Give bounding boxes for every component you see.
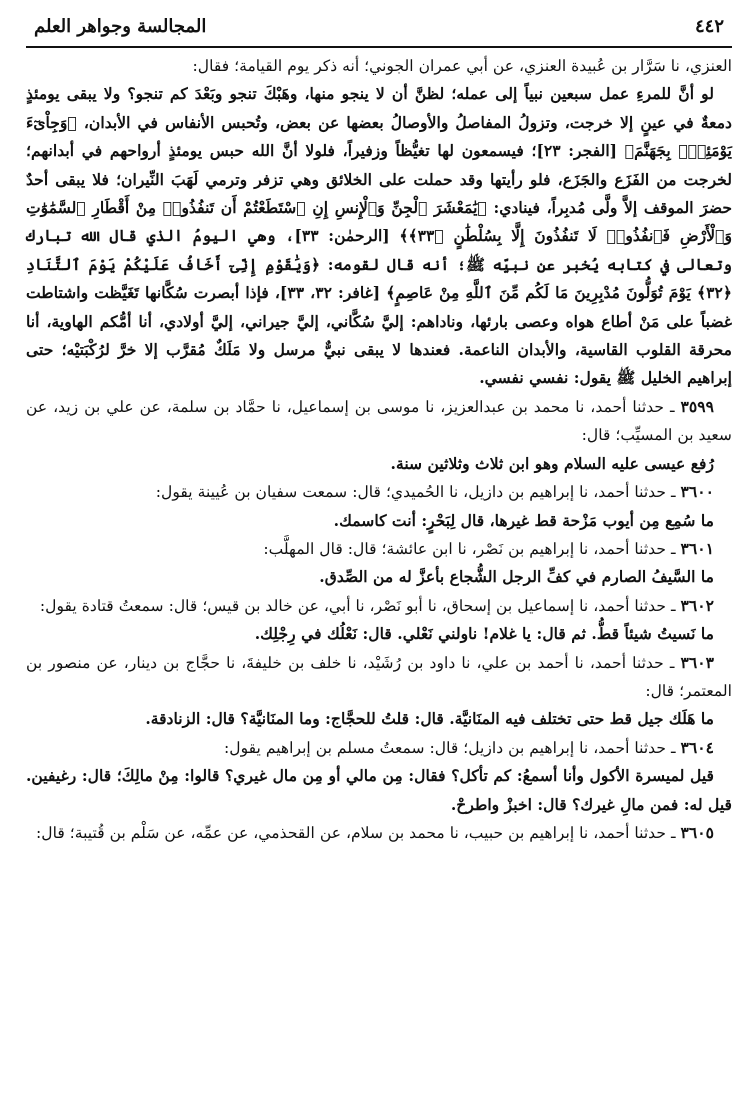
hadith-number: ٣٦٠١ xyxy=(680,538,714,558)
paragraph: رُفع عيسى عليه السلام وهو ابن ثلاث وثلاثين سنة. xyxy=(390,453,714,473)
paragraph: لو أنَّ للمرءِ عمل سبعين نبياً إلى عمله؛ لظنَّ أن لا ينجو منها، وهَبْكَ تنجو وبَعْدَ كم تنجو؟ ولا يبقى يومئذٍ دمعةٌ في عينٍ إلا خرجت، وتزولُ المفاصلُ والأوصالُ بعضها عن بعض، وتُحبس الأنفاس في الأبدان، ﴿وَجِاْىٓءَ يَوْمَئِذٍۭ بِجَهَنَّمَ﴾ [الفجر: ٢٣]؛ فيسمعون لها تغيُّظاً وزفيراً، فلولا أنَّ الله حبس يومئذٍ أرواحهم في أبدانهم؛ لخرجت من الفَزَع والجَزَع، فلو رأيتها وقد حملت على الخلائق وهي تزفر وترمي لَهَبَ النِّيران؛ فلا يبقى أحدٌ حضرَ الموقف إلاَّ ولَّى مُدبِراً، فينادي: ﴿يَٰمَعْشَرَ ٱلْجِنِّ وَٱلْإِنسِ إِنِ ٱسْتَطَعْتُمْ أَن تَنفُذُوا۟ مِنْ أَقْطَارِ ٱلسَّمَٰوَٰتِ وَٱلْأَرْضِ فَٱنفُذُوا۟ لَا تَنفُذُونَ إِلَّا بِسُلْطَٰنٍ ﴿٣٣﴾﴾ [الرحمٰن: ٣٣]، وهي اليومُ الذي قال الله تبارك وتعالى في كتابه يُخبر عن نبيِّه ﷺ؛ أنه قال لقومه: ﴿وَيَٰقَوْمِ إِنِّىٓ أَخَافُ عَلَيْكُمْ يَوْمَ ٱلتَّنَادِ ﴿٣٢﴾ يَوْمَ تُوَلُّونَ مُدْبِرِينَ مَا لَكُم مِّنَ ٱللَّهِ مِنْ عَاصِمٍ﴾ [غافر: ٣٢، ٣٣]، فإذا أبصرت سُكَّانها تَغَيَّظت واشتاطت غضباً على مَنْ أطاع هواه وعصى بارئها، وناداهم: إليَّ سُكَّاني، إليَّ جيراني، إليَّ أولادي، أنا أمُّكم الهاوية، أنا محرقة القلوب القاسية، والأبدان الناعمة. فعندها لا يبقى نبيٌّ مرسل ولا مَلَكٌ مُقرَّب إلا خرَّ لرُكْبَتيْه؛ حتى إبراهيم الخليل ﷺ يقول: نفسي نفسي. xyxy=(26,84,732,388)
chain-text: ـ حدثنا أحمد، نا إبراهيم بن دازيل، نا الحُميدي؛ قال: سمعت سفيان بن عُيينة يقول: xyxy=(155,483,681,502)
chain-text: ـ حدثنا أحمد، نا إبراهيم بن نَصْر، نا ابن عائشة؛ قال: قال المهلَّب: xyxy=(263,539,681,558)
paragraph: ما سُمِع مِن أيوب مَزْحة قط غيرها، قال لِبَحْرٍ: أنت كاسمك. xyxy=(333,510,714,530)
paragraph: العنزي، نا سَرَّار بن عُبيدة العنزي، عن أبي عمران الجوني؛ أنه ذكر يوم القيامة؛ فقال: xyxy=(192,57,732,75)
chain-text: ـ حدثنا أحمد، نا أحمد بن علي، نا داود بن رُشَيْد، نا خلف بن خليفةَ، نا حجَّاج بن دينار، عن منصور بن المعتمر؛ قال: xyxy=(26,653,732,700)
book-page xyxy=(26,14,732,1100)
hadith-chain xyxy=(26,478,732,506)
hadith-chain xyxy=(26,592,732,620)
hadith-number: ٣٦٠٢ xyxy=(680,595,714,615)
hadith-number: ٣٦٠٠ xyxy=(680,482,714,502)
hadith-chain xyxy=(26,649,732,706)
paragraph: ما السَّيفُ الصارم في كفِّ الرجل الشُّجاع بأعزَّ له من الصِّدق. xyxy=(319,567,714,587)
hadith-number: ٣٦٠٥ xyxy=(680,822,714,842)
hadith-chain xyxy=(26,819,732,847)
chain-text: ـ حدثنا أحمد، نا إسماعيل بن إسحاق، نا أبو نَصْر، نا أبي، عن خالد بن قيس؛ قال: سمعتُ قتادة يقول: xyxy=(39,596,681,615)
chain-text: ـ حدثنا أحمد، نا إبراهيم بن دازيل؛ قال: سمعتُ مسلم بن إبراهيم يقول: xyxy=(224,738,681,757)
hadith-number: ٣٥٩٩ xyxy=(680,396,714,416)
paragraph: ما نَسيتُ شيئاً قطُّ. ثم قال: يا غلام! ناولني نَعْلي. قال: نَعْلُك في رِجْلِك. xyxy=(254,624,714,644)
header-rule xyxy=(26,46,732,48)
paragraph: ما هَلَك جيل قط حتى تختلف فيه المنَانيَّة. قال: قلتُ للحجَّاج: وما المنَانيَّة؟ قال: الزنادقة. xyxy=(145,709,714,729)
page-header xyxy=(26,14,732,46)
page-body xyxy=(26,52,732,847)
chain-text: ـ حدثنا أحمد، نا محمد بن عبدالعزيز، نا موسى بن إسماعيل، نا حمَّاد بن سلمة، عن علي بن زيد، عن سعيد بن المسيِّب؛ قال: xyxy=(26,397,732,445)
hadith-chain xyxy=(26,734,732,762)
hadith-number: ٣٦٠٤ xyxy=(680,737,714,757)
page-number: ٤٤٢ xyxy=(694,16,724,37)
paragraph: قيل لميسرة الأكول وأنا أسمعُ: كم تأكل؟ فقال: مِن مالي أو مِن مال غيري؟ قالوا: مِنْ مالِكَ؛ قال: رغيفين. قيل له: فمن مالِ غيرك؟ قال: اخبزْ واطرحْ. xyxy=(26,766,732,814)
hadith-chain xyxy=(26,535,732,563)
hadith-chain xyxy=(26,393,732,450)
hadith-number: ٣٦٠٣ xyxy=(680,652,714,672)
running-title: المجالسة وجواهر العلم xyxy=(34,16,207,37)
chain-text: ـ حدثنا أحمد، نا إبراهيم بن حبيب، نا محمد بن سلام، عن القحذمي، عن عمِّه، عن سَلْم بن قُتيبة؛ قال: xyxy=(36,823,681,842)
